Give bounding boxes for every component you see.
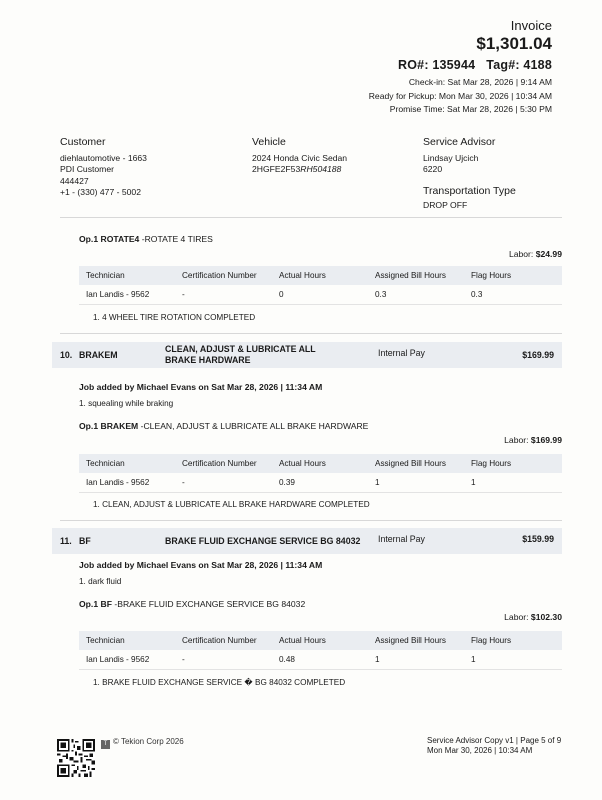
advisor-name: Lindsay Ujcich	[423, 152, 479, 163]
col-certification: Certification Number	[175, 454, 272, 473]
labor-amount: Labor: $102.30	[504, 612, 562, 622]
dates-block	[369, 76, 552, 117]
technician-table	[79, 454, 562, 493]
table-row	[79, 650, 562, 669]
vehicle-heading: Vehicle	[252, 136, 286, 148]
invoice-total: $1,301.04	[476, 34, 552, 53]
cell-bill-hours: 1	[368, 473, 464, 492]
cell-certification: -	[175, 285, 272, 304]
col-bill-hours: Assigned Bill Hours	[368, 266, 464, 285]
completion-note: 1. CLEAN, ADJUST & LUBRICATE ALL BRAKE HARDWARE COMPLETED	[93, 500, 370, 509]
copy-page-info: Service Advisor Copy v1 | Page 5 of 9	[427, 736, 562, 745]
tag-number: Tag#: 4188	[486, 58, 552, 72]
col-technician: Technician	[79, 454, 175, 473]
cell-certification: -	[175, 473, 272, 492]
job-number: 10.	[60, 350, 73, 360]
col-actual-hours: Actual Hours	[272, 266, 368, 285]
col-technician: Technician	[79, 631, 175, 650]
col-flag-hours: Flag Hours	[464, 266, 562, 285]
completion-note: 1. BRAKE FLUID EXCHANGE SERVICE � BG 84032 COMPLETED	[93, 678, 346, 687]
promise-time: Promise Time: Sat Mar 28, 2026 | 5:30 PM	[389, 104, 552, 114]
cell-flag-hours: 0.3	[464, 285, 562, 304]
col-bill-hours: Assigned Bill Hours	[368, 454, 464, 473]
cell-technician: Ian Landis - 9562	[79, 650, 175, 669]
cell-certification: -	[175, 650, 272, 669]
advisor-block	[423, 137, 516, 212]
qr-code	[57, 739, 95, 777]
customer-heading: Customer	[60, 136, 106, 148]
job-title: CLEAN, ADJUST & LUBRICATE ALL BRAKE HARDWARE	[165, 344, 316, 365]
table-header-row	[79, 454, 562, 473]
col-bill-hours: Assigned Bill Hours	[368, 631, 464, 650]
vehicle-name: 2024 Honda Civic Sedan	[252, 152, 348, 163]
table-header-row	[79, 631, 562, 650]
labor-amount: Labor: $169.99	[504, 435, 562, 445]
job-amount: $159.99	[522, 534, 554, 544]
vehicle-block	[252, 137, 347, 176]
customer-line2: PDI Customer	[60, 164, 114, 174]
cell-actual-hours: 0.39	[272, 473, 368, 492]
divider	[60, 520, 562, 521]
technician-table	[79, 266, 562, 305]
col-actual-hours: Actual Hours	[272, 631, 368, 650]
job-code: BF	[79, 536, 91, 546]
cell-flag-hours: 1	[464, 473, 562, 492]
cell-actual-hours: 0	[272, 285, 368, 304]
job-header	[52, 342, 562, 368]
col-flag-hours: Flag Hours	[464, 631, 562, 650]
transport-heading: Transportation Type	[423, 184, 516, 197]
job-number: 11.	[60, 536, 72, 546]
cell-flag-hours: 1	[464, 650, 562, 669]
col-technician: Technician	[79, 266, 175, 285]
col-flag-hours: Flag Hours	[464, 454, 562, 473]
table-header-row	[79, 266, 562, 285]
cell-bill-hours: 0.3	[368, 285, 464, 304]
col-actual-hours: Actual Hours	[272, 454, 368, 473]
customer-block	[60, 137, 147, 199]
job-code: BRAKEM	[79, 350, 118, 360]
cell-technician: Ian Landis - 9562	[79, 285, 175, 304]
job-title: BRAKE FLUID EXCHANGE SERVICE BG 84032	[165, 536, 361, 546]
ro-number: RO#: 135944	[398, 58, 476, 72]
cell-bill-hours: 1	[368, 650, 464, 669]
printed-timestamp: Mon Mar 30, 2026 | 10:34 AM	[427, 746, 533, 755]
job-added-by: Job added by Michael Evans on Sat Mar 28, 2026 | 11:34 AM	[79, 560, 323, 570]
copyright: T © Tekion Corp 2026	[101, 737, 184, 749]
transport-type: DROP OFF	[423, 200, 468, 210]
ready-for-pickup-time: Ready for Pickup: Mon Mar 30, 2026 | 10:34 AM	[368, 90, 552, 101]
divider	[60, 217, 562, 218]
operation-line: Op.1 ROTATE4 -ROTATE 4 TIRES	[79, 234, 213, 244]
ro-tag-line	[398, 58, 552, 72]
table-row	[79, 285, 562, 304]
labor-amount: Labor: $24.99	[508, 249, 562, 259]
divider	[60, 333, 562, 334]
check-in-time: Check-in: Sat Mar 28, 2026 | 9:14 AM	[408, 77, 552, 87]
table-row	[79, 473, 562, 492]
operation-line: Op.1 BF -BRAKE FLUID EXCHANGE SERVICE BG 84032	[79, 599, 306, 609]
customer-line1: diehlautomotive - 1663	[60, 152, 147, 163]
customer-phone: +1 - (330) 477 - 5002	[60, 187, 141, 197]
job-concern: 1. squealing while braking	[79, 399, 174, 408]
document-type-label: Invoice	[510, 18, 552, 33]
advisor-id: 6220	[423, 164, 443, 174]
vehicle-vin: 2HGFE2F53RH504188	[252, 164, 342, 174]
completion-note: 1. 4 WHEEL TIRE ROTATION COMPLETED	[93, 313, 256, 322]
job-concern: 1. dark fluid	[79, 577, 122, 586]
col-certification: Certification Number	[175, 266, 272, 285]
job-header	[52, 528, 562, 554]
job-added-by: Job added by Michael Evans on Sat Mar 28, 2026 | 11:34 AM	[79, 382, 323, 392]
customer-line3: 444427	[60, 175, 89, 186]
col-certification: Certification Number	[175, 631, 272, 650]
cell-actual-hours: 0.48	[272, 650, 368, 669]
job-pay-type: Internal Pay	[378, 348, 425, 358]
job-pay-type: Internal Pay	[378, 534, 425, 544]
technician-table	[79, 631, 562, 670]
cell-technician: Ian Landis - 9562	[79, 473, 175, 492]
advisor-heading: Service Advisor	[423, 136, 496, 148]
operation-line: Op.1 BRAKEM -CLEAN, ADJUST & LUBRICATE ALL BRAKE HARDWARE	[79, 421, 369, 431]
tekion-logo-icon: T	[101, 740, 110, 749]
job-amount: $169.99	[522, 350, 554, 360]
footer-info	[427, 736, 561, 756]
